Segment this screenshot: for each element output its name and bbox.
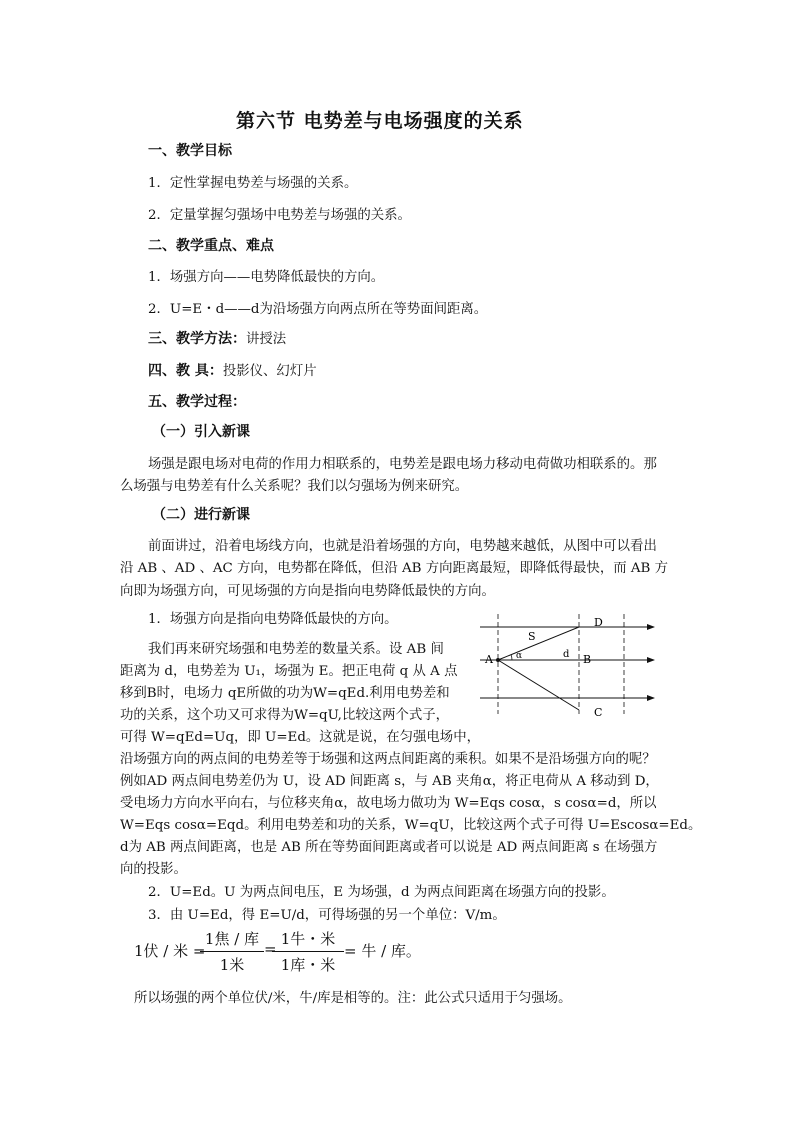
formula-fraction-2 <box>272 928 344 975</box>
paragraph-line: W=Eqs cosα=Eqd。利用电势差和功的关系，W=qU，比较这两个式子可得 U=Escosα=Ed。 <box>120 818 702 833</box>
section-heading-objectives: 一、教学目标 <box>148 143 232 159</box>
subheading-intro: （一）引入新课 <box>152 424 250 440</box>
paragraph-line: 向即为场强方向，可见场强的方向是指向电势降低最快的方向。 <box>120 584 495 599</box>
objective-item-1: 1．定性掌握电势差与场强的关系。 <box>148 176 358 191</box>
formula-lhs: 1伏 / 米 = <box>134 942 206 960</box>
section-heading-keypoints: 二、教学重点、难点 <box>148 238 274 254</box>
label-b: B <box>583 653 592 666</box>
keypoint-item-2: 2．U=E・d——d为沿场强方向两点所在等势面间距离。 <box>148 302 488 317</box>
fraction-1-bar <box>200 951 264 952</box>
label-alpha: α <box>516 651 523 661</box>
formula-fraction-1 <box>200 928 264 975</box>
fraction-2-bar <box>272 951 344 952</box>
paragraph-line: 可得 W=qEd=Uq，即 U=Ed。这就是说，在匀强电场中， <box>120 730 480 745</box>
subheading-new: （二）进行新课 <box>152 507 250 523</box>
point-a-dot <box>496 658 500 662</box>
new-item-2: 2．U=Ed。U 为两点间电压，E 为场强，d 为两点间距离在场强方向的投影。 <box>148 885 615 900</box>
formula-equals: = <box>264 940 277 958</box>
fraction-2-denominator: 1库・米 <box>280 956 336 974</box>
label-d: D <box>594 616 603 629</box>
angle-arc <box>511 655 512 661</box>
paragraph-line: 功的关系，这个功又可求得为W=qU,比较这两个式子， <box>120 708 450 723</box>
intro-line-2: 么场强与电势差有什么关系呢？我们以匀强场为例来研究。 <box>120 479 469 494</box>
tools-label: 四、教 具： <box>148 363 223 379</box>
fraction-1-numerator: 1焦 / 库 <box>204 930 260 948</box>
tools-text: 投影仪、幻灯片 <box>222 364 317 379</box>
label-d-small: d <box>563 649 570 660</box>
keypoint-item-1: 1．场强方向——电势降低最快的方向。 <box>148 270 385 285</box>
paragraph-line: 我们再来研究场强和电势差的数量关系。设 AB 间 <box>148 642 444 657</box>
paragraph-line: 向的投影。 <box>120 862 187 877</box>
segment-ac <box>498 660 579 710</box>
paragraph-line: 受电场力方向水平向右，与位移夹角α，故电场力做功为 W=Eqs cosα，s cosα=d，所以 <box>120 796 657 811</box>
fraction-1-denominator: 1米 <box>219 956 245 974</box>
fraction-2-numerator: 1牛・米 <box>280 930 336 948</box>
conclusion: 所以场强的两个单位伏/米，牛/库是相等的。注：此公式只适用于匀强场。 <box>134 991 572 1006</box>
method-label: 三、教学方法： <box>148 331 246 347</box>
objective-item-2: 2．定量掌握匀强场中电势差与场强的关系。 <box>148 208 411 223</box>
tools-line <box>148 360 317 380</box>
method-line <box>148 328 286 348</box>
method-text: 讲授法 <box>246 332 287 347</box>
page-title: 第六节 电势差与电场强度的关系 <box>236 110 524 132</box>
paragraph-line: 例如AD 两点间电势差仍为 U，设 AD 间距离 s，与 AB 夹角α，将正电荷从 A 移动到 D， <box>120 774 659 789</box>
new-item-1: 1．场强方向是指向电势降低最快的方向。 <box>148 612 398 627</box>
electric-field-diagram <box>478 610 658 720</box>
label-s: S <box>528 630 536 643</box>
paragraph-line: 距离为 d，电势差为 U₁，场强为 E。把正电荷 q 从 A 点 <box>120 664 458 679</box>
intro-line-1: 场强是跟电场对电荷的作用力相联系的，电势差是跟电场力移动电荷做功相联系的。那 <box>148 457 657 472</box>
paragraph-line: 前面讲过，沿着电场线方向，也就是沿着场强的方向，电势越来越低，从图中可以看出 <box>148 539 657 554</box>
new-item-3: 3．由 U=Ed，得 E=U/d，可得场强的另一个单位：V/m。 <box>148 908 506 923</box>
label-c: C <box>594 706 603 719</box>
paragraph-line: 移到B时，电场力 qE所做的功为W=qEd.利用电势差和 <box>120 686 450 701</box>
label-a: A <box>485 653 493 666</box>
paragraph-line: d为 AB 两点间距离，也是 AB 所在等势面间距离或者可以说是 AD 两点间距离 s 在场强方 <box>120 840 658 855</box>
section-heading-process: 五、教学过程： <box>148 394 246 410</box>
paragraph-line: 沿场强方向的两点间的电势差等于场强和这两点间距离的乘积。如果不是沿场强方向的呢？ <box>120 752 656 767</box>
formula-rhs: = 牛 / 库。 <box>344 942 421 960</box>
paragraph-line: 沿 AB 、AD 、AC 方向，电势都在降低，但沿 AB 方向距离最短，即降低得最快，而 AB 方 <box>120 561 669 576</box>
